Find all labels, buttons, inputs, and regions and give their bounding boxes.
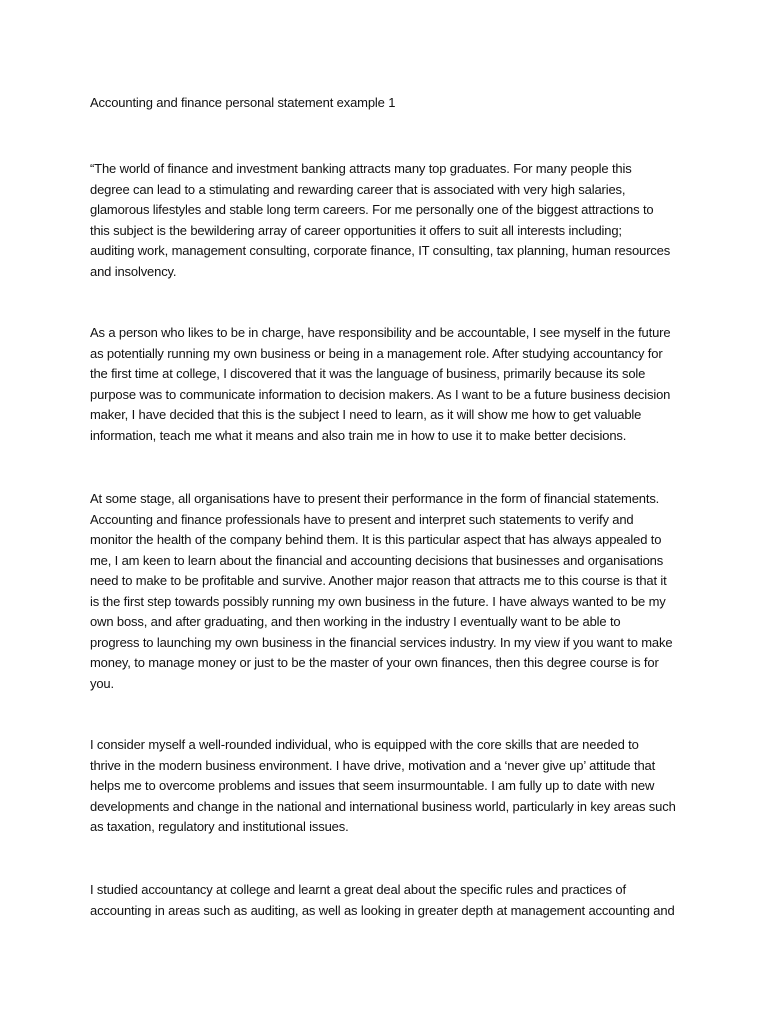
paragraph-line: degree can lead to a stimulating and rewarding career that is associated with very high salaries, xyxy=(90,181,626,197)
paragraph-line: is the first step towards possibly running my own business in the future. I have always wanted to be my xyxy=(90,593,666,609)
paragraph-line: money, to manage money or just to be the master of your own finances, then this degree course is for xyxy=(90,655,659,670)
paragraph-5 xyxy=(90,880,690,921)
paragraph-line: monitor the health of the company behind them. It is this particular aspect that has always appealed to xyxy=(90,532,662,547)
paragraph-line: helps me to overcome problems and issues that seem insurmountable. I am fully up to date with new xyxy=(90,778,655,793)
paragraph-line: as potentially running my own business or being in a management role. After studying accountancy for xyxy=(90,345,663,361)
document-title xyxy=(90,93,690,114)
paragraph-line: As a person who likes to be in charge, have responsibility and be accountable, I see myself in the future xyxy=(90,325,671,340)
paragraph-line: Accounting and finance professionals have to present and interpret such statements to verify and xyxy=(90,511,634,527)
paragraph-3 xyxy=(90,489,690,694)
paragraph-line: thrive in the modern business environment. I have drive, motivation and a ‘never give up’ attitude that xyxy=(90,757,656,773)
paragraph-line: “The world of finance and investment banking attracts many top graduates. For many people this xyxy=(90,161,632,176)
paragraph-line: need to make to be profitable and survive. Another major reason that attracts me to this course is that it xyxy=(90,573,667,588)
paragraph-line: I studied accountancy at college and learnt a great deal about the specific rules and practices of xyxy=(90,882,626,897)
paragraph-line: you. xyxy=(90,675,114,691)
paragraph-line: purpose was to communicate information to decision makers. As I want to be a future business decision xyxy=(90,386,671,402)
paragraph-line: own boss, and after graduating, and then working in the industry I eventually want to be able to xyxy=(90,614,621,629)
paragraph-line: accounting in areas such as auditing, as well as looking in greater depth at management accounting and xyxy=(90,902,675,918)
paragraph-4 xyxy=(90,735,690,838)
paragraph-line: this subject is the bewildering array of career opportunities it offers to suit all interests including; xyxy=(90,222,622,238)
paragraph-line: developments and change in the national and international business world, particularly in key areas such xyxy=(90,798,676,814)
paragraph-2 xyxy=(90,323,690,446)
paragraph-line: and insolvency. xyxy=(90,263,177,279)
paragraph-line: auditing work, management consulting, corporate finance, IT consulting, tax planning, human resources xyxy=(90,243,671,258)
paragraph-line: At some stage, all organisations have to present their performance in the form of financial statements. xyxy=(90,491,660,506)
paragraph-line: me, I am keen to learn about the financial and accounting decisions that businesses and organisations xyxy=(90,552,664,568)
paragraph-line: maker, I have decided that this is the subject I need to learn, as it will show me how to get valuable xyxy=(90,407,642,422)
paragraph-line: progress to launching my own business in the financial services industry. In my view if you want to make xyxy=(90,634,673,650)
paragraph-line: glamorous lifestyles and stable long term careers. For me personally one of the biggest attractions to xyxy=(90,202,654,217)
paragraph-line: information, teach me what it means and also train me in how to use it to make better decisions. xyxy=(90,427,627,443)
paragraph-line: as taxation, regulatory and institutional issues. xyxy=(90,819,349,834)
title-text: Accounting and finance personal statement example 1 xyxy=(90,95,396,110)
paragraph-1 xyxy=(90,159,690,282)
paragraph-line: the first time at college, I discovered that it was the language of business, primarily because its sole xyxy=(90,366,646,381)
paragraph-line: I consider myself a well-rounded individual, who is equipped with the core skills that are needed to xyxy=(90,737,639,752)
